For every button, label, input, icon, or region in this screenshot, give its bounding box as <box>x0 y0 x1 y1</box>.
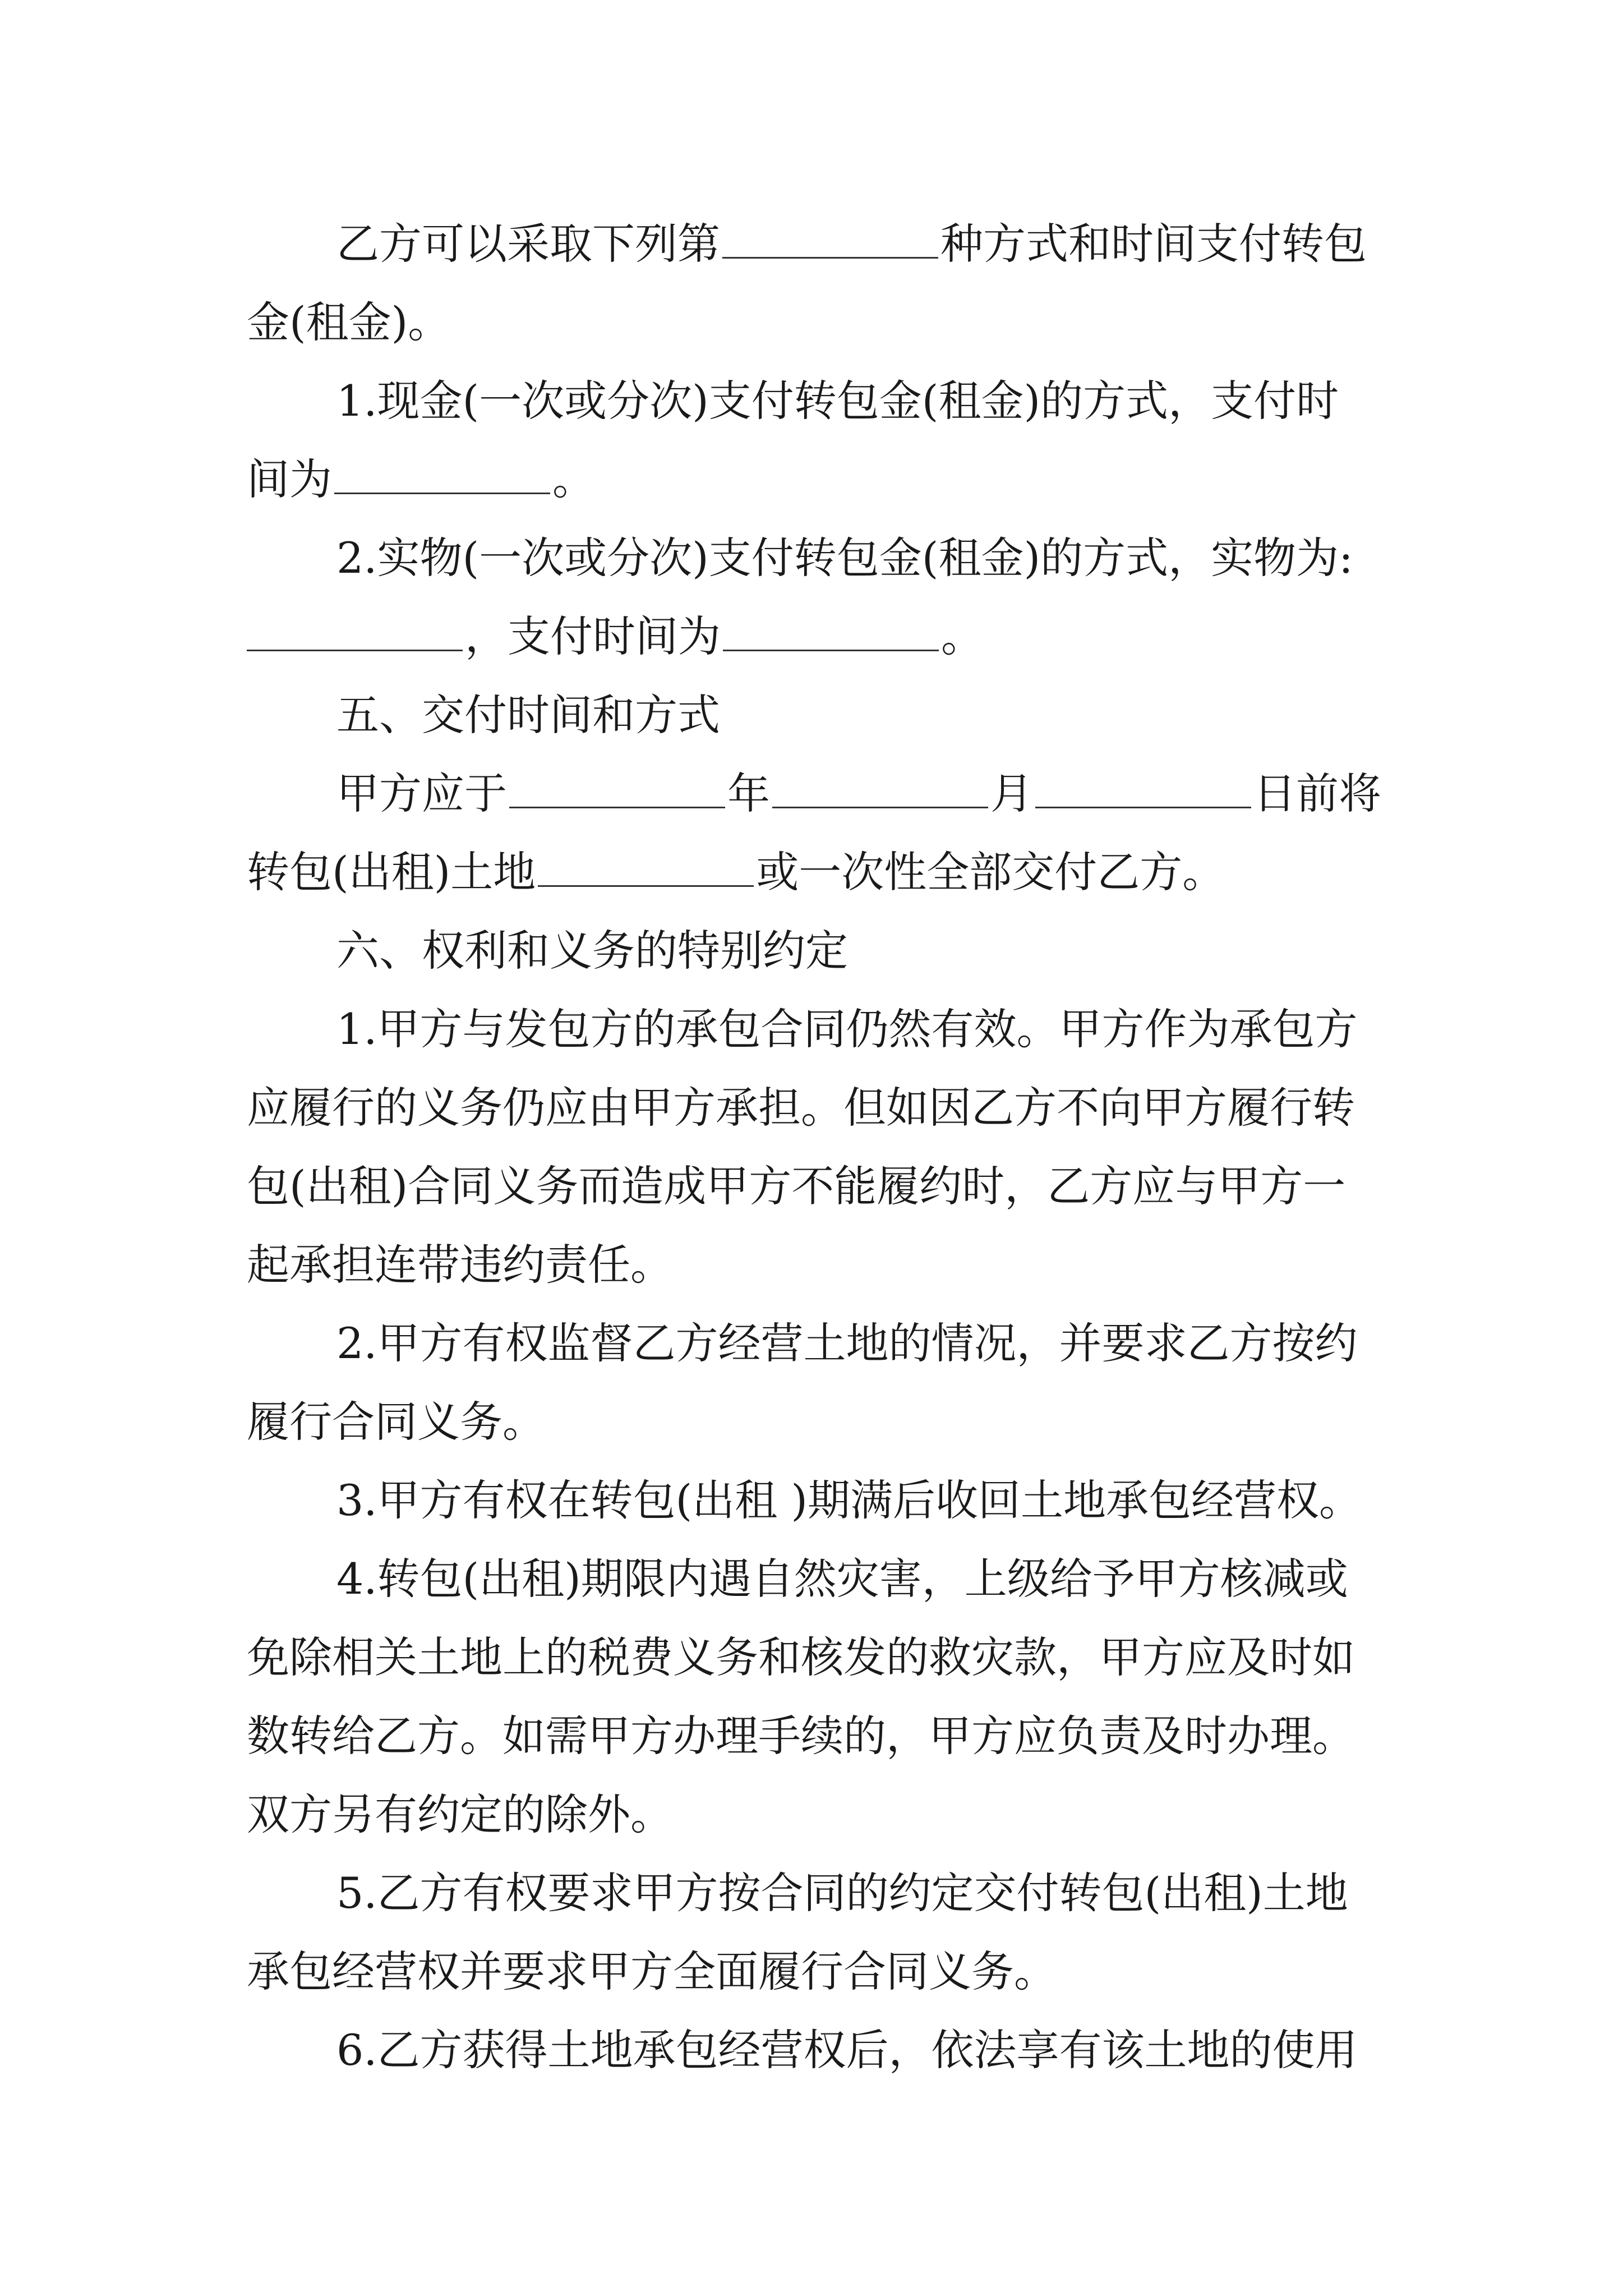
text-segment: 履行合同义务。 <box>247 1397 545 1447</box>
text-segment: 金(租金)。 <box>247 297 451 347</box>
text-segment: 包(出租)合同义务而造成甲方不能履约时，乙方应与甲方一 <box>247 1161 1346 1211</box>
paragraph-line <box>247 1697 1623 1775</box>
text-segment: ，支付时间为 <box>465 611 721 661</box>
text-segment: 承包经营权并要求甲方全面履行合同义务。 <box>247 1947 1057 1996</box>
text-segment: 2.甲方有权监督乙方经营土地的情况，并要求乙方按约 <box>336 1318 1358 1368</box>
fill-in-blank-year[interactable] <box>509 773 725 808</box>
paragraph-clause-6 <box>336 2011 1623 2090</box>
text-segment: 年 <box>727 769 770 818</box>
text-segment: 间为 <box>247 454 332 504</box>
fill-in-blank[interactable] <box>722 223 938 259</box>
text-segment: 起承担连带违约责任。 <box>247 1240 673 1290</box>
paragraph-payment-options <box>336 205 1623 283</box>
text-segment: 数转给乙方。如需甲方办理手续的，甲方应负责及时办理。 <box>247 1711 1355 1761</box>
fill-in-blank[interactable] <box>723 616 939 651</box>
text-segment: 。 <box>941 611 984 661</box>
text-segment: 免除相关土地上的税费义务和核发的救灾款，甲方应及时如 <box>247 1632 1355 1682</box>
paragraph-line <box>247 1226 1623 1304</box>
text-segment: 日前将 <box>1253 769 1381 818</box>
paragraph-line <box>247 1069 1623 1147</box>
fill-in-blank[interactable] <box>538 852 754 887</box>
section-heading-delivery <box>336 676 1623 754</box>
text-segment: 4.转包(出租)期限内遇自然灾害，上级给予甲方核减或 <box>336 1554 1348 1604</box>
text-segment: 5.乙方有权要求甲方按合同的约定交付转包(出租)土地 <box>336 1868 1348 1918</box>
text-segment: 六、权利和义务的特别约定 <box>336 926 848 976</box>
paragraph-line <box>247 1383 1623 1461</box>
paragraph-line <box>247 1775 1623 1854</box>
paragraph-in-kind-payment <box>336 519 1623 597</box>
text-segment: 月 <box>990 769 1033 818</box>
text-segment: 种方式和时间支付转包 <box>940 219 1367 269</box>
paragraph-cash-payment <box>336 362 1623 440</box>
text-segment: 双方另有约定的除外。 <box>247 1789 673 1839</box>
text-segment: 1.现金(一次或分次)支付转包金(租金)的方式，支付时 <box>336 376 1339 426</box>
text-segment: 甲方应于 <box>336 769 507 818</box>
text-segment: 转包(出租)土地 <box>247 847 536 897</box>
paragraph-clause-1 <box>336 990 1623 1069</box>
paragraph-clause-3 <box>336 1461 1623 1540</box>
text-segment: 1.甲方与发包方的承包合同仍然有效。甲方作为承包方 <box>336 1004 1358 1054</box>
fill-in-blank[interactable] <box>334 459 550 494</box>
text-segment: 或一次性全部交付乙方。 <box>756 847 1225 897</box>
paragraph-clause-4 <box>336 1540 1623 1618</box>
text-segment: 。 <box>552 454 595 504</box>
fill-in-blank-month[interactable] <box>772 773 988 808</box>
fill-in-blank-day[interactable] <box>1035 773 1251 808</box>
text-segment: 应履行的义务仍应由甲方承担。但如因乙方不向甲方履行转 <box>247 1083 1355 1133</box>
paragraph-line <box>247 1147 1623 1226</box>
paragraph-line <box>247 833 1623 912</box>
paragraph-line <box>247 283 1623 362</box>
text-segment: 2.实物(一次或分次)支付转包金(租金)的方式，实物为: <box>336 533 1353 583</box>
paragraph-line <box>247 1618 1623 1697</box>
text-segment: 3.甲方有权在转包(出租 )期满后收回土地承包经营权。 <box>336 1475 1362 1525</box>
paragraph-line <box>247 1932 1623 2011</box>
text-segment: 6.乙方获得土地承包经营权后，依法享有该土地的使用 <box>336 2025 1358 2075</box>
text-segment: 乙方可以采取下列第 <box>336 219 720 269</box>
paragraph-clause-5 <box>336 1854 1623 1932</box>
fill-in-blank[interactable] <box>247 616 463 651</box>
text-segment: 五、交付时间和方式 <box>336 690 720 740</box>
section-heading-rights <box>336 912 1623 990</box>
paragraph-line <box>245 597 1623 676</box>
paragraph-line <box>247 440 1623 519</box>
paragraph-clause-2 <box>336 1304 1623 1383</box>
paragraph-delivery-date <box>336 754 1623 833</box>
